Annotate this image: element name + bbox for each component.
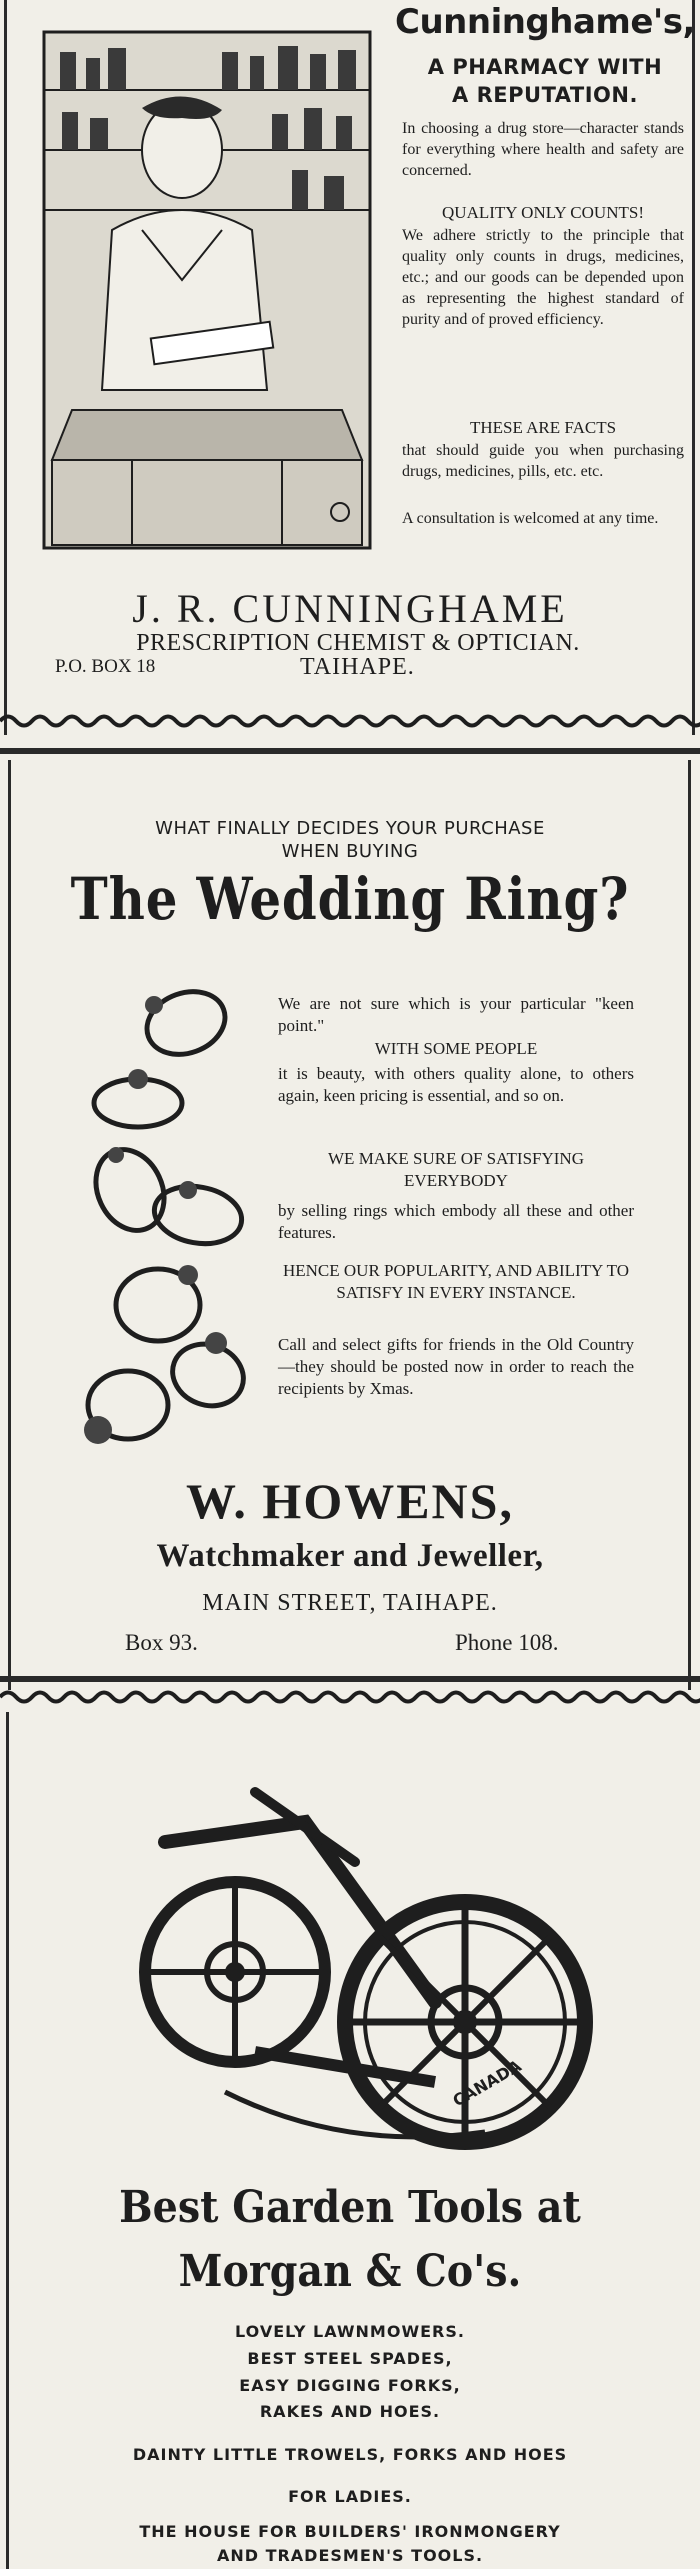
jeweller-role: Watchmaker and Jeweller, [156, 1538, 544, 1574]
town-name: TAIHAPE. [300, 654, 415, 680]
store-name: Morgan & Co's. [178, 2246, 522, 2297]
features-paragraph: by selling rings which embody all these and other features. [278, 1201, 634, 1242]
beauty-paragraph: it is beauty, with others quality alone, to others again, keen pricing is essential, and so on. [278, 1064, 634, 1105]
quality-heading: QUALITY ONLY COUNTS! [442, 203, 644, 222]
trowels-item: DAINTY LITTLE TROWELS, FORKS AND HOES [132, 2445, 568, 2464]
builders-item: THE HOUSE FOR BUILDERS' IRONMONGERY [139, 2522, 561, 2541]
wavy-divider [0, 712, 700, 730]
facts-paragraph: that should guide you when purchasing drugs, medicines, pills, etc. etc. [402, 442, 684, 480]
consultation-paragraph: A consultation is welcomed at any time. [402, 510, 659, 527]
jeweller-address: MAIN STREET, TAIHAPE. [202, 1590, 498, 1616]
question-line-1: WHAT FINALLY DECIDES YOUR PURCHASE [155, 818, 545, 839]
left-border [6, 1712, 9, 2569]
heavy-rule [0, 748, 700, 754]
lawnmowers-item: LOVELY LAWNMOWERS. [235, 2322, 465, 2341]
heavy-rule [0, 1676, 700, 1682]
quality-paragraph: We adhere strictly to the principle that quality only counts in drugs, medicines, etc.; and our goods can be depended upon as representing the highest standard of purity and of proved efficiency. [402, 227, 684, 328]
spades-item: BEST STEEL SPADES, [247, 2349, 453, 2368]
satisfying-heading: WE MAKE SURE OF SATISFYING EVERYBODY [328, 1149, 584, 1190]
po-box: P.O. BOX 18 [55, 656, 156, 677]
wavy-divider [0, 1688, 700, 1706]
forks-item: EASY DIGGING FORKS, [239, 2376, 461, 2395]
garden-tools-advertisement [0, 1712, 700, 2569]
pharmacist-illustration [42, 30, 372, 550]
rakes-item: RAKES AND HOES. [259, 2402, 441, 2421]
popularity-heading: HENCE OUR POPULARITY, AND ABILITY TO SATISFY IN EVERY INSTANCE. [282, 1261, 629, 1302]
box-number: Box 93. [125, 1630, 198, 1655]
garden-tools-headline: Best Garden Tools at [119, 2182, 581, 2233]
gifts-paragraph: Call and select gifts for friends in the Old Country—they should be posted now in order to reach the recipients by Xmas. [278, 1335, 634, 1398]
tradesmen-item: AND TRADESMEN'S TOOLS. [216, 2546, 484, 2565]
pharmacy-brand: Cunninghame's, [395, 2, 695, 42]
pharmacy-advertisement [0, 0, 700, 735]
rings-illustration [68, 975, 268, 1460]
mower-brand-label: CANADA [449, 2056, 525, 2111]
tagline-line-1: A PHARMACY WITH [427, 55, 663, 79]
wedding-ring-headline: The Wedding Ring? [70, 865, 630, 933]
facts-heading: THESE ARE FACTS [469, 418, 617, 437]
proprietor-title: PRESCRIPTION CHEMIST & OPTICIAN. [136, 630, 580, 656]
jeweller-advertisement [0, 760, 700, 1690]
jeweller-name: W. HOWENS, [186, 1473, 514, 1529]
intro-paragraph: In choosing a drug store—character stands for everything where health and safety are concerned. [402, 120, 684, 179]
proprietor-name: J. R. CUNNINGHAME [132, 586, 568, 631]
phone-number: Phone 108. [455, 1630, 559, 1655]
keen-point-paragraph: We are not sure which is your particular "keen point." [278, 994, 634, 1035]
lawnmower-illustration [105, 1752, 615, 2172]
some-people-heading: WITH SOME PEOPLE [374, 1039, 538, 1058]
ladies-item: FOR LADIES. [288, 2487, 412, 2506]
tagline-line-2: A REPUTATION. [452, 83, 638, 107]
question-line-2: WHEN BUYING [281, 841, 419, 862]
